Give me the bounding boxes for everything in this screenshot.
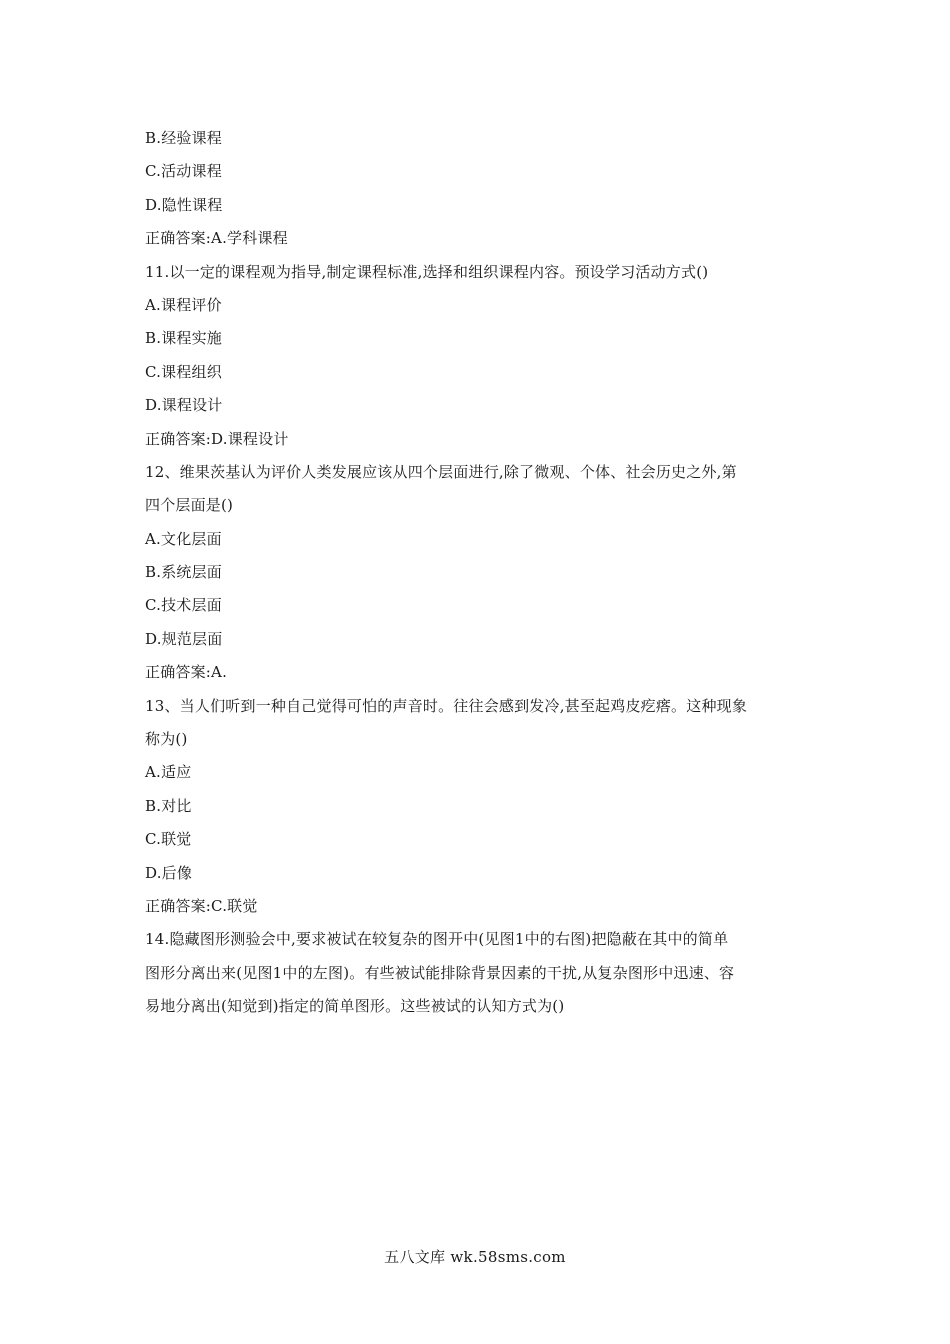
question-content — [145, 122, 810, 1024]
option-c-q11: C.课程组织 — [145, 362, 222, 381]
question-13-line-2: 称为() — [145, 730, 188, 749]
question-11: 11.以一定的课程观为指导,制定课程标准,选择和组织课程内容。预设学习活动方式() — [145, 262, 709, 281]
option-d-q11: D.课程设计 — [145, 396, 223, 415]
option-b-q11: B.课程实施 — [145, 329, 222, 348]
option-b-q12: B.系统层面 — [145, 563, 222, 582]
answer-q11: 正确答案:D.课程设计 — [145, 429, 289, 448]
option-a-q13: A.适应 — [145, 763, 192, 782]
question-14-line-1: 14.隐藏图形测验会中,要求被试在较复杂的图开中(见图1中的右图)把隐蔽在其中的简单 — [145, 930, 729, 949]
option-c-q13: C.联觉 — [145, 830, 192, 849]
question-14-line-3: 易地分离出(知觉到)指定的简单图形。这些被试的认知方式为() — [145, 997, 565, 1016]
answer-q13: 正确答案:C.联觉 — [145, 896, 258, 915]
page-footer: 五八文库 wk.58sms.com — [384, 1248, 566, 1266]
option-a-q12: A.文化层面 — [145, 529, 222, 548]
option-c-q12: C.技术层面 — [145, 596, 222, 615]
option-d-q12: D.规范层面 — [145, 629, 223, 648]
question-12-line-1: 12、维果茨基认为评价人类发展应该从四个层面进行,除了微观、个体、社会历史之外,第 — [145, 462, 737, 481]
option-c-q10: C.活动课程 — [145, 162, 222, 181]
answer-q12: 正确答案:A. — [145, 663, 228, 682]
answer-q10: 正确答案:A.学科课程 — [145, 229, 288, 248]
option-d-q13: D.后像 — [145, 863, 193, 882]
question-14-line-2: 图形分离出来(见图1中的左图)。有些被试能排除背景因素的干扰,从复杂图形中迅速、容 — [145, 963, 735, 982]
option-d-q10: D.隐性课程 — [145, 195, 223, 214]
option-b-q10: B.经验课程 — [145, 129, 222, 147]
question-12-line-2: 四个层面是() — [145, 496, 234, 515]
question-13-line-1: 13、当人们听到一种自己觉得可怕的声音时。往往会感到发冷,甚至起鸡皮疙瘩。这种现象 — [145, 696, 748, 715]
option-b-q13: B.对比 — [145, 796, 192, 815]
option-a-q11: A.课程评价 — [145, 295, 222, 314]
